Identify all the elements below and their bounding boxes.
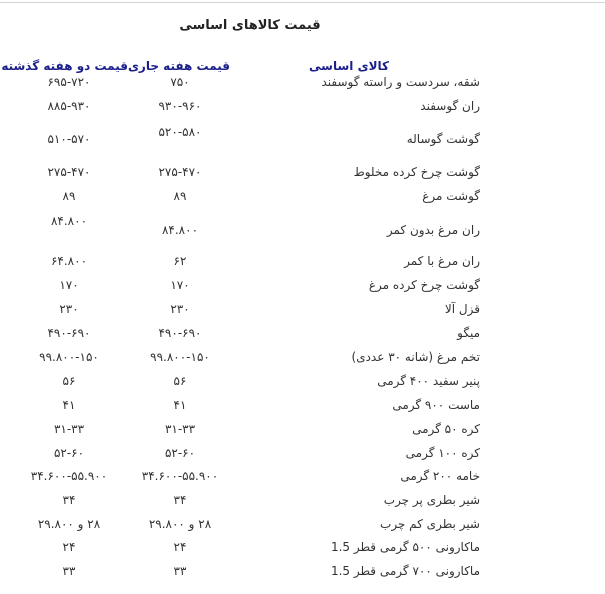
item-name: ران مرغ با کمر xyxy=(404,254,480,268)
item-name: پنیر سفید ۴۰۰ گرمی xyxy=(377,374,480,388)
current-price: ۲۳۰ xyxy=(170,302,190,316)
column-header-previous-price: قیمت دو هفته گذشته xyxy=(1,59,128,73)
previous-price: ۲۳۰ xyxy=(59,302,79,316)
previous-price: ۵۲-۶۰ xyxy=(53,446,85,460)
current-price: ۵۲۰-۵۸۰ xyxy=(158,125,202,139)
item-name: شیر بطری کم چرب xyxy=(380,517,480,531)
current-price: ۵۶ xyxy=(173,374,187,388)
column-header-current-price: قیمت هفته جاری xyxy=(127,59,230,73)
previous-price: ۵۱۰-۵۷۰ xyxy=(47,132,91,146)
previous-price: ۴۱ xyxy=(62,398,76,412)
item-name: خامه ۲۰۰ گرمی xyxy=(400,469,480,483)
previous-price: ۳۴ xyxy=(62,493,76,507)
item-name: ماکارونی ۷۰۰ گرمی قطر 1.5 xyxy=(330,564,480,578)
item-name: گوشت چرخ کرده مخلوط xyxy=(353,165,480,179)
current-price: ۲۴ xyxy=(173,540,187,554)
previous-price: ۱۷۰ xyxy=(59,278,79,292)
item-name: میگو xyxy=(457,326,480,340)
previous-price: ۴۹۰-۶۹۰ xyxy=(47,326,91,340)
item-name: ران گوسفند xyxy=(420,99,480,113)
previous-price: ۳۳ xyxy=(62,564,76,578)
current-price: ۵۲-۶۰ xyxy=(164,446,196,460)
item-name: ماکارونی ۵۰۰ گرمی قطر 1.5 xyxy=(330,540,480,554)
previous-price: ۶۹۵-۷۲۰ xyxy=(47,75,91,89)
current-price: ۶۲ xyxy=(173,254,187,268)
previous-price: ۶۴.۸۰۰ xyxy=(50,254,88,268)
item-name: شیر بطری پر چرب xyxy=(383,493,480,507)
previous-price: ۲۴ xyxy=(62,540,76,554)
current-price: ۳۳ xyxy=(173,564,187,578)
item-name: قزل آلا xyxy=(444,302,480,316)
current-price: ۴۹۰-۶۹۰ xyxy=(158,326,202,340)
table-title: قیمت کالاهای اساسی xyxy=(179,18,321,33)
current-price: ۱۷۰ xyxy=(170,278,190,292)
previous-price: ۲۸ و ۲۹.۸۰۰ xyxy=(37,517,101,531)
previous-price: ۳۱-۳۳ xyxy=(53,422,85,436)
current-price: ۸۹ xyxy=(173,189,187,203)
current-price: ۳۴.۶۰۰-۵۵.۹۰۰ xyxy=(141,469,219,483)
top-divider xyxy=(0,2,605,3)
current-price: ۴۱ xyxy=(173,398,187,412)
previous-price: ۸۹ xyxy=(62,189,76,203)
column-header-item: کالای اساسی xyxy=(309,59,389,73)
item-name: گوشت مرغ xyxy=(422,189,480,203)
previous-price: ۳۴.۶۰۰-۵۵.۹۰۰ xyxy=(30,469,108,483)
item-name: شقه، سردست و راسته گوسفند xyxy=(321,75,480,89)
previous-price: ۲۷۵-۴۷۰ xyxy=(47,165,91,179)
current-price: ۲۷۵-۴۷۰ xyxy=(158,165,202,179)
current-price: ۹۹.۸۰۰-۱۵۰ xyxy=(150,350,210,364)
item-name: کره ۱۰۰ گرمی xyxy=(405,446,480,460)
current-price: ۲۸ و ۲۹.۸۰۰ xyxy=(148,517,212,531)
previous-price: ۵۶ xyxy=(62,374,76,388)
current-price: ۸۴.۸۰۰ xyxy=(161,223,199,237)
previous-price: ۸۴.۸۰۰ xyxy=(50,214,88,228)
item-name: تخم مرغ (شانه ۳۰ عددی) xyxy=(351,350,480,364)
item-name: گوشت چرخ کرده مرغ xyxy=(368,278,480,292)
item-name: ران مرغ بدون کمر xyxy=(386,223,480,237)
item-name: ماست ۹۰۰ گرمی xyxy=(392,398,480,412)
item-name: گوشت گوساله xyxy=(406,132,480,146)
current-price: ۳۱-۳۳ xyxy=(164,422,196,436)
previous-price: ۸۸۵-۹۳۰ xyxy=(47,99,91,113)
current-price: ۷۵۰ xyxy=(170,75,190,89)
current-price: ۳۴ xyxy=(173,493,187,507)
previous-price: ۹۹.۸۰۰-۱۵۰ xyxy=(39,350,99,364)
current-price: ۹۳۰-۹۶۰ xyxy=(158,99,202,113)
item-name: کره ۵۰ گرمی xyxy=(412,422,480,436)
